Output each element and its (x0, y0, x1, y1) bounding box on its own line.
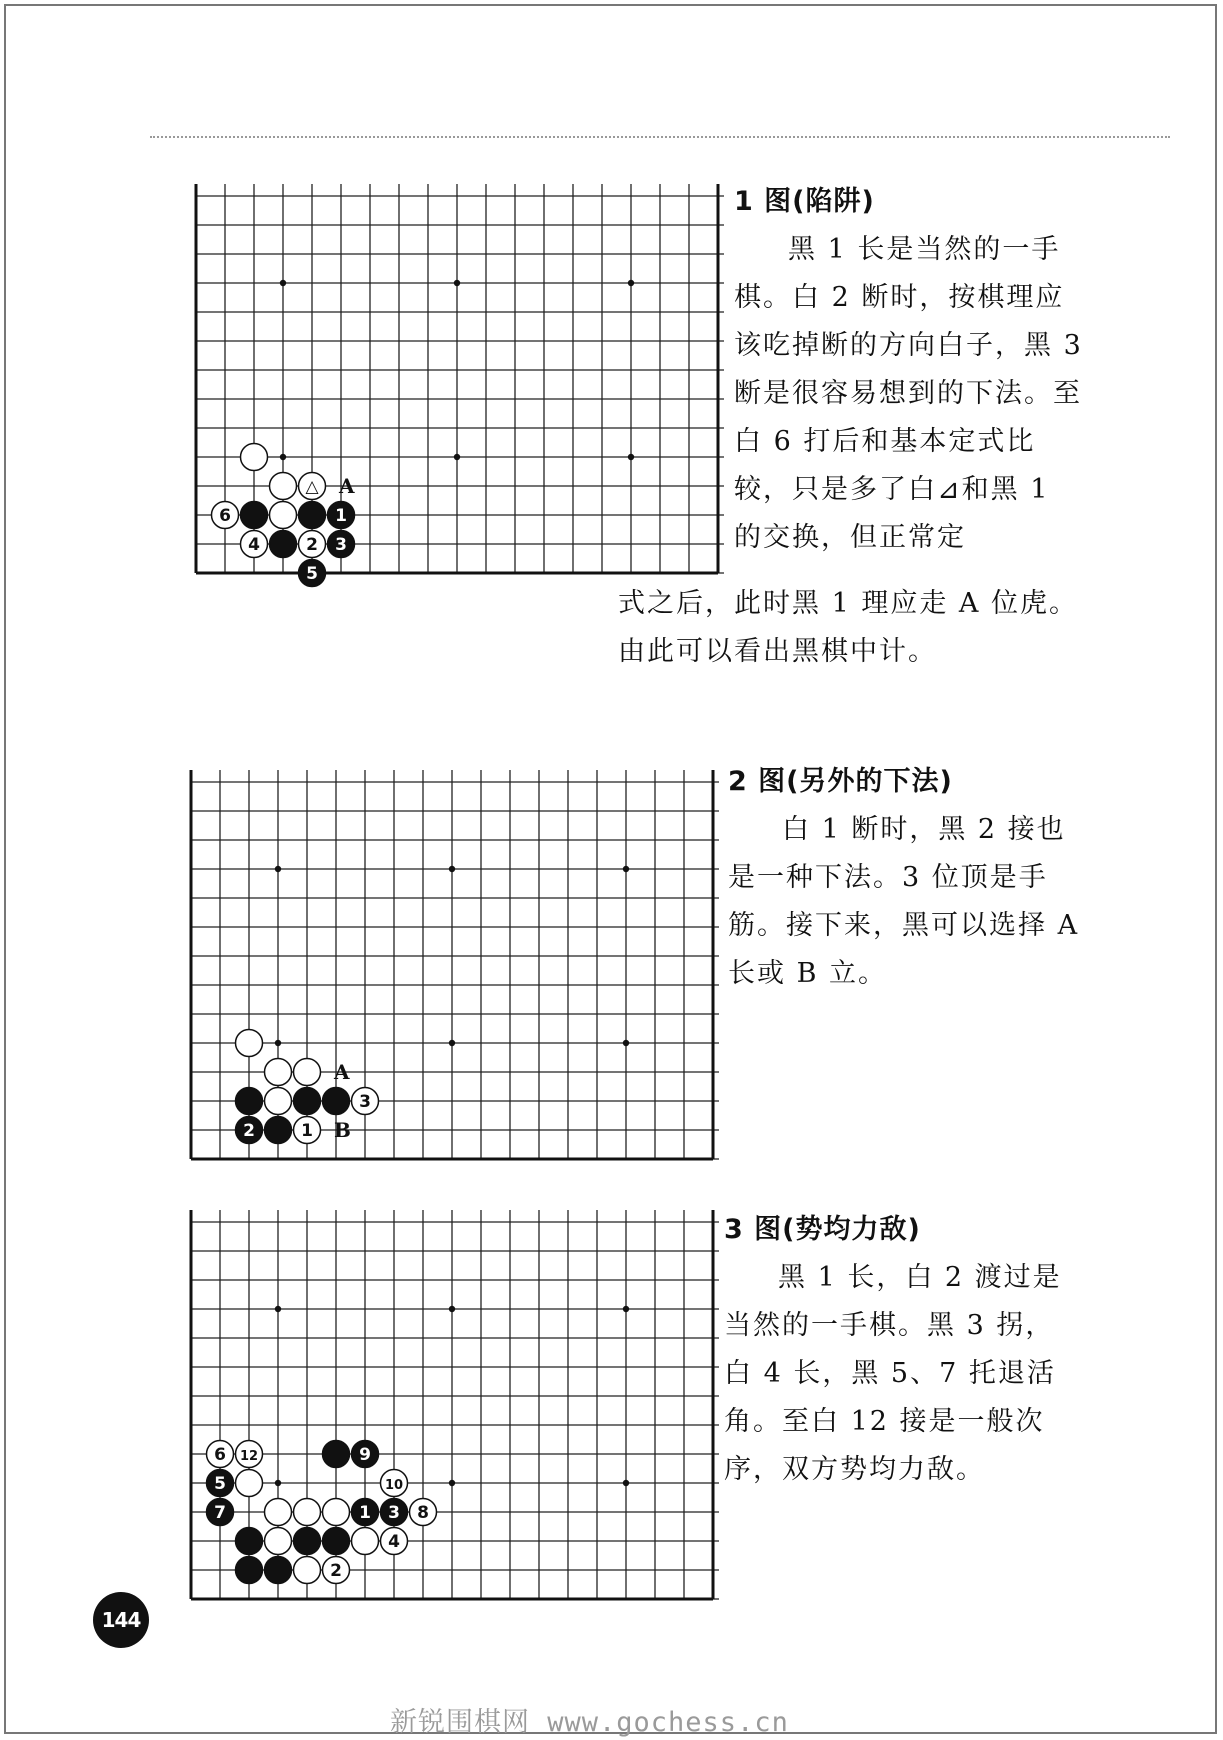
go-diagram-3 (171, 1202, 733, 1619)
black-stone (328, 531, 355, 558)
white-stone (323, 1557, 350, 1584)
caption-1-wide (618, 580, 1078, 676)
white-stone (410, 1499, 437, 1526)
stone-label: 1 (335, 506, 347, 526)
stone-label: 8 (417, 1503, 429, 1523)
white-stone (241, 531, 268, 558)
caption-2 (728, 758, 1083, 998)
stone-disc (270, 473, 297, 500)
point-letter: A (339, 474, 355, 498)
stone-disc (265, 1059, 292, 1086)
white-stone (236, 1441, 263, 1468)
white-stone (381, 1470, 408, 1497)
go-board-svg (171, 1202, 733, 1619)
stone-label: 5 (214, 1474, 226, 1494)
stone-disc (265, 1088, 292, 1115)
stone-disc (265, 1117, 292, 1144)
stone-label: 3 (359, 1092, 371, 1112)
star-point (280, 454, 286, 460)
white-stone (299, 531, 326, 558)
stone-disc (323, 1441, 350, 1468)
stone-disc (241, 444, 268, 471)
stone-disc (352, 1528, 379, 1555)
stone-label: 2 (330, 1561, 342, 1581)
black-stone (236, 1117, 263, 1144)
stone-label: 10 (384, 1478, 404, 1493)
diagram-3-text: 黑 1 长，白 2 渡过是当然的一手棋。黑 3 拐，白 4 长，黑 5、7 托退活角。至白 12 接是一般次序，双方势均力敌。 (724, 1262, 1062, 1485)
stone-disc (236, 1088, 263, 1115)
caption-3 (724, 1206, 1079, 1494)
star-point (449, 1480, 455, 1486)
stone-label: 3 (335, 535, 347, 555)
white-stone (236, 1470, 263, 1497)
diagram-2-title: 2 图(另外的下法) (728, 766, 953, 797)
star-point (454, 454, 460, 460)
black-stone (299, 560, 326, 587)
star-point (623, 866, 629, 872)
black-stone (323, 1528, 350, 1555)
black-stone (207, 1499, 234, 1526)
stone-label: 1 (359, 1503, 371, 1523)
black-stone (270, 531, 297, 558)
black-stone (241, 502, 268, 529)
white-stone (236, 1030, 263, 1057)
stone-label: 2 (306, 535, 318, 555)
go-diagram-2 (171, 762, 733, 1179)
black-stone (299, 502, 326, 529)
star-point (275, 1480, 281, 1486)
stone-label: △ (305, 477, 319, 497)
white-stone (294, 1117, 321, 1144)
stone-label: 2 (243, 1121, 255, 1141)
white-stone (294, 1059, 321, 1086)
black-stone (381, 1499, 408, 1526)
stone-disc (294, 1499, 321, 1526)
diagram-1-text-wide: 式之后，此时黑 1 理应走 A 位虎。由此可以看出黑棋中计。 (618, 588, 1079, 667)
white-stone (352, 1528, 379, 1555)
white-stone (265, 1528, 292, 1555)
star-point (449, 1040, 455, 1046)
black-stone (265, 1117, 292, 1144)
black-stone (207, 1470, 234, 1497)
stone-disc (323, 1528, 350, 1555)
star-point (623, 1480, 629, 1486)
stone-disc (294, 1557, 321, 1584)
star-point (454, 280, 460, 286)
stone-label: 6 (219, 506, 231, 526)
white-stone (241, 444, 268, 471)
black-stone (323, 1441, 350, 1468)
diagram-1-text-after-marker: 和黑 1 的交换，但正常定 (734, 474, 1050, 553)
stone-disc (294, 1528, 321, 1555)
stone-label: 7 (214, 1503, 226, 1523)
black-stone (294, 1088, 321, 1115)
diagram-1-title: 1 图(陷阱) (734, 186, 875, 217)
stone-label: 3 (388, 1503, 400, 1523)
header-rule (150, 136, 1170, 140)
white-stone (323, 1499, 350, 1526)
white-stone (294, 1499, 321, 1526)
black-stone (265, 1557, 292, 1584)
black-stone (323, 1088, 350, 1115)
stone-disc (236, 1557, 263, 1584)
white-stone (299, 473, 326, 500)
star-point (280, 280, 286, 286)
white-stone (352, 1088, 379, 1115)
stone-disc (323, 1088, 350, 1115)
go-board-svg (171, 762, 733, 1179)
point-letter: B (334, 1118, 351, 1142)
go-board-svg (176, 176, 738, 593)
star-point (275, 866, 281, 872)
watermark-text: 新锐围棋网 www.gochess.cn (390, 1707, 789, 1738)
diagram-1-text: 黑 1 长是当然的一手棋。白 2 断时，按棋理应该吃掉断的方向白子，黑 3 断是很容易想到的下法。至白 6 打后和基本定式比较，只是多了白 (734, 234, 1083, 505)
star-point (275, 1040, 281, 1046)
triangle-marker-icon: ⊿ (937, 474, 962, 505)
stone-label: 4 (388, 1532, 400, 1552)
stone-disc (236, 1030, 263, 1057)
diagram-2-text: 白 1 断时，黑 2 接也是一种下法。3 位顶是手筋。接下来，黑可以选择 A 长或 B 立。 (728, 814, 1080, 989)
black-stone (328, 502, 355, 529)
stone-disc (299, 502, 326, 529)
diagram-3-title: 3 图(势均力敌) (724, 1214, 921, 1245)
page-number: 144 (93, 1592, 149, 1648)
stone-label: 6 (214, 1445, 226, 1465)
white-stone (381, 1528, 408, 1555)
black-stone (236, 1557, 263, 1584)
stone-disc (236, 1470, 263, 1497)
star-point (628, 280, 634, 286)
black-stone (352, 1499, 379, 1526)
stone-disc (323, 1499, 350, 1526)
stone-disc (270, 502, 297, 529)
star-point (449, 1306, 455, 1312)
black-stone (236, 1528, 263, 1555)
caption-1 (734, 178, 1084, 562)
go-diagram-1 (176, 176, 738, 593)
stone-disc (265, 1557, 292, 1584)
white-stone (212, 502, 239, 529)
stone-disc (294, 1059, 321, 1086)
stone-label: 5 (306, 564, 318, 584)
white-stone (265, 1088, 292, 1115)
star-point (275, 1306, 281, 1312)
white-stone (265, 1059, 292, 1086)
white-stone (270, 502, 297, 529)
star-point (449, 866, 455, 872)
white-stone (294, 1557, 321, 1584)
point-letter: A (334, 1060, 350, 1084)
stone-disc (236, 1528, 263, 1555)
stone-disc (241, 502, 268, 529)
white-stone (265, 1499, 292, 1526)
stone-disc (294, 1088, 321, 1115)
stone-disc (265, 1528, 292, 1555)
white-stone (207, 1441, 234, 1468)
white-stone (270, 473, 297, 500)
star-point (623, 1306, 629, 1312)
stone-disc (270, 531, 297, 558)
star-point (623, 1040, 629, 1046)
stone-label: 1 (301, 1121, 313, 1141)
star-point (628, 454, 634, 460)
black-stone (294, 1528, 321, 1555)
stone-disc (265, 1499, 292, 1526)
stone-label: 4 (248, 535, 260, 555)
black-stone (352, 1441, 379, 1468)
black-stone (236, 1088, 263, 1115)
stone-label: 9 (359, 1445, 371, 1465)
stone-label: 12 (239, 1449, 259, 1464)
